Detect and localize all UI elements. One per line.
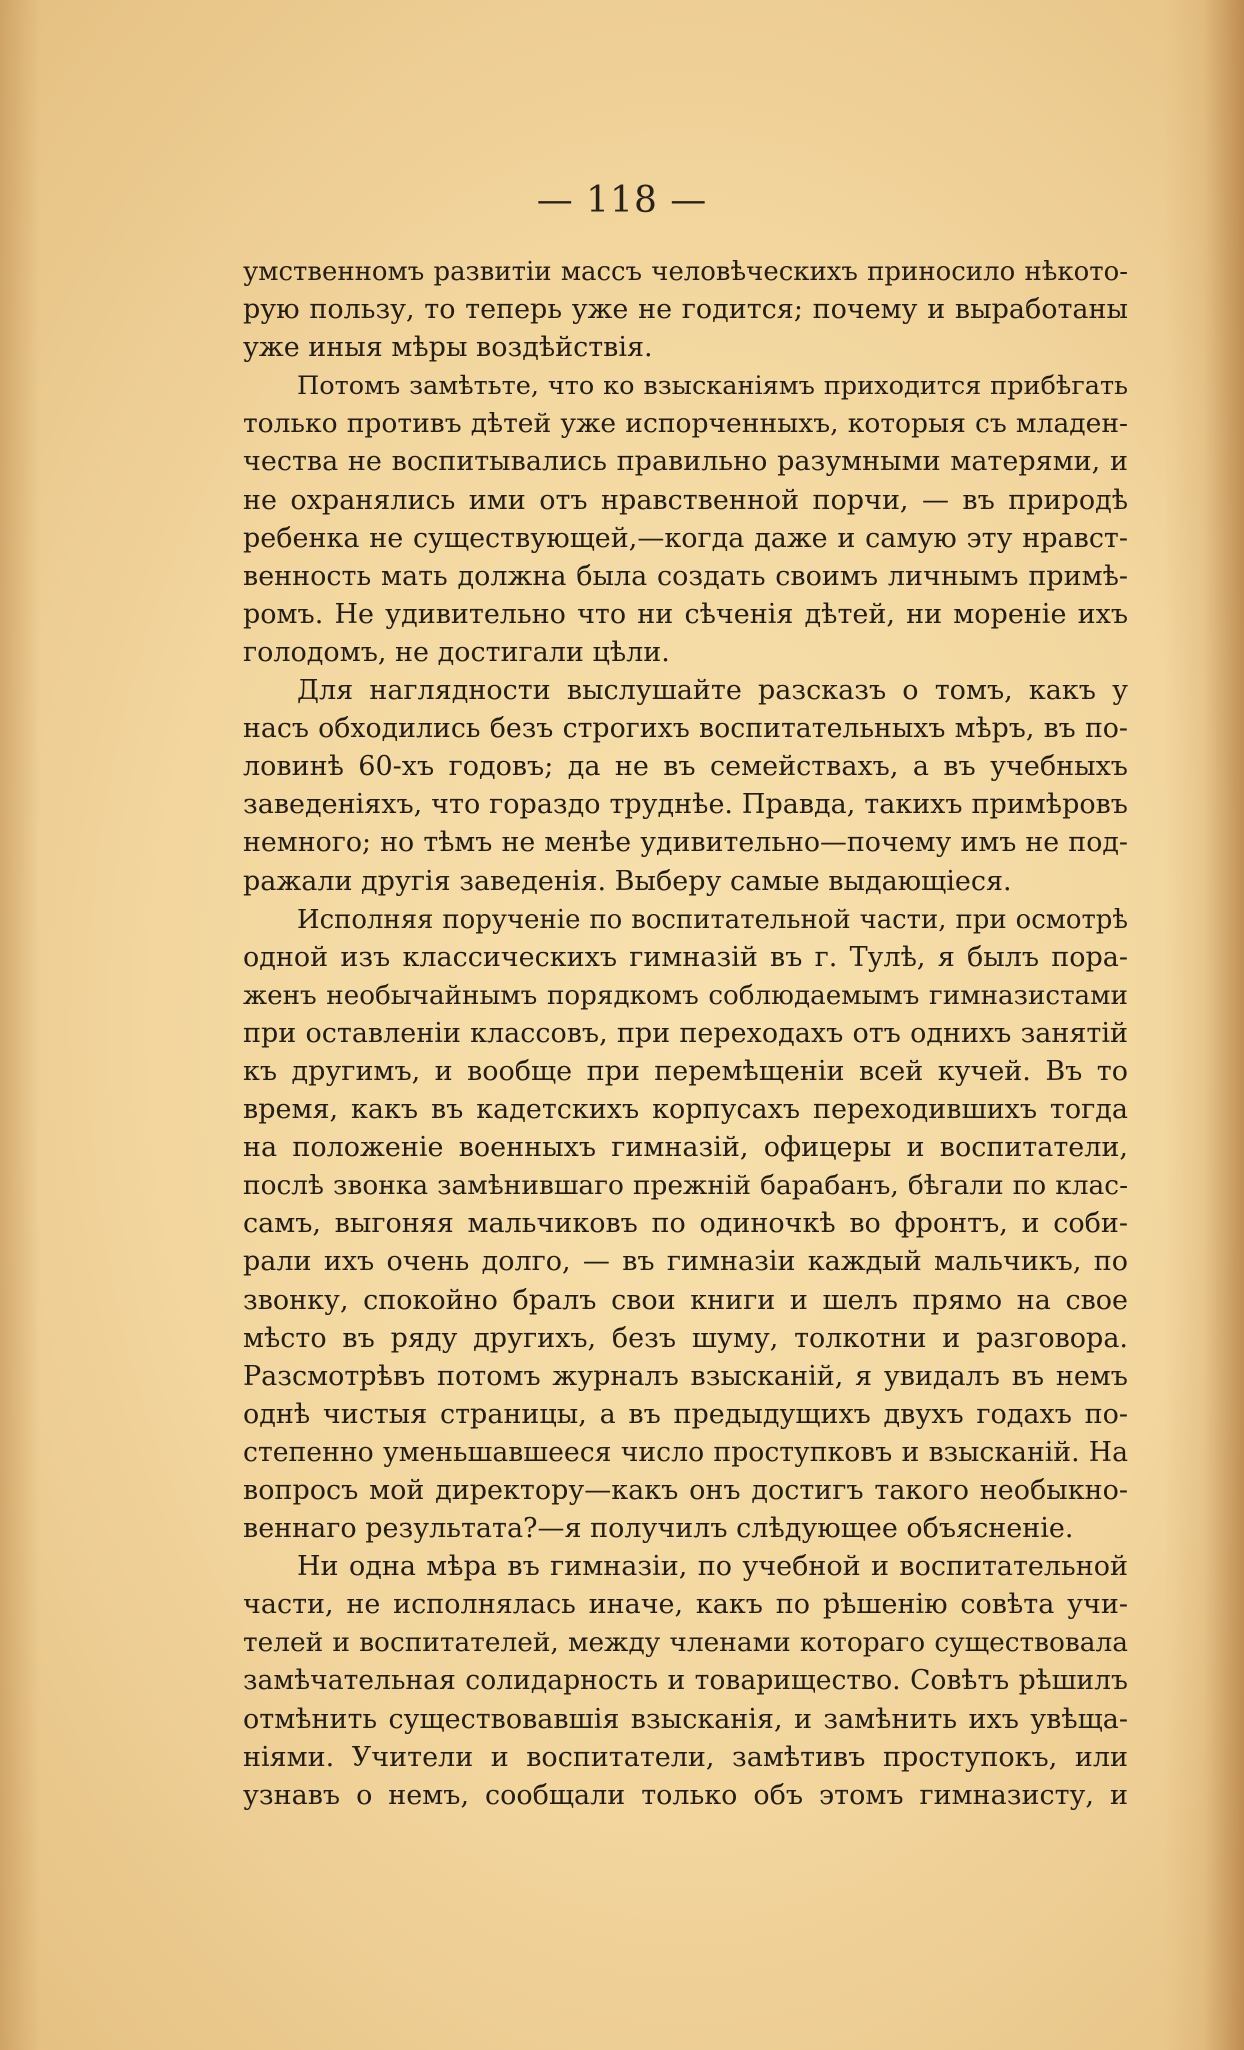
text-line: Ни одна мѣра въ гимназіи, по учебной и воспитательной [297, 1551, 1128, 1583]
text-line: на положеніе военныхъ гимназій, офицеры и воспитатели, [243, 1132, 1128, 1164]
paragraph [243, 672, 1128, 901]
text-line: къ другимъ, и вообще при перемѣщеніи всей кучей. Въ то [243, 1055, 1128, 1087]
text-line: послѣ звонка замѣнившаго прежній барабанъ, бѣгали по клас- [243, 1170, 1128, 1202]
text-line: узнавъ о немъ, сообщали только объ этомъ гимназисту, и [243, 1779, 1128, 1811]
text-line: только противъ дѣтей уже испорченныхъ, которыя съ младен- [243, 408, 1128, 440]
text-line: веннаго результата?—я получилъ слѣдующее объясненіе. [243, 1513, 1074, 1545]
text-line: время, какъ въ кадетскихъ корпусахъ переходившихъ тогда [243, 1094, 1128, 1126]
text-line: не охранялись ими отъ нравственной порчи, — въ природѣ [243, 484, 1128, 516]
text-line: ребенка не существующей,—когда даже и самую эту нравст- [243, 522, 1128, 554]
text-line: умственномъ развитіи массъ человѣческихъ приносило нѣкото- [243, 257, 1128, 287]
text-line: венность мать должна была создать своимъ личнымъ примѣ- [243, 560, 1128, 592]
text-line: замѣчательная солидарность и товарищество. Совѣтъ рѣшилъ [243, 1665, 1128, 1697]
text-line: голодомъ, не достигали цѣли. [243, 636, 670, 668]
text-line: звонку, спокойно бралъ свои книги и шелъ прямо на свое [243, 1284, 1128, 1316]
page-number: — 118 — [536, 180, 708, 221]
paragraph [243, 367, 1128, 672]
text-line: ромъ. Не удивительно что ни сѣченія дѣтей, ни мореніе ихъ [243, 598, 1128, 630]
text-line: насъ обходились безъ строгихъ воспитательныхъ мѣръ, въ по- [243, 713, 1128, 745]
text-line: чества не воспитывались правильно разумными матерями, и [243, 446, 1128, 478]
text-line: мѣсто въ ряду другихъ, безъ шуму, толкотни и разговора. [243, 1322, 1128, 1354]
page-edge-shadow-left [0, 0, 40, 2050]
paragraph [243, 1548, 1128, 1815]
text-line: однѣ чистыя страницы, а въ предыдущихъ двухъ годахъ по- [243, 1398, 1128, 1430]
page-edge-shadow-right [1164, 0, 1244, 2050]
paragraph [243, 901, 1128, 1549]
text-line: Исполняя порученіе по воспитательной части, при осмотрѣ [297, 904, 1128, 935]
text-line: ражали другія заведенія. Выберу самые выдающіеся. [243, 865, 1012, 897]
text-line: степенно уменьшавшееся число проступковъ и взысканій. На [243, 1436, 1128, 1468]
text-line: женъ необычайнымъ порядкомъ соблюдаемымъ гимназистами [243, 980, 1128, 1011]
text-line: Разсмотрѣвъ потомъ журналъ взысканій, я увидалъ въ немъ [243, 1360, 1128, 1392]
text-line: части, не исполнялась иначе, какъ по рѣшенію совѣта учи- [243, 1589, 1128, 1621]
text-line: самъ, выгоняя мальчиковъ по одиночкѣ во фронтъ, и соби- [243, 1208, 1128, 1240]
text-line: немного; но тѣмъ не менѣе удивительно—почему имъ не под- [243, 827, 1128, 859]
text-line: заведеніяхъ, что гораздо труднѣе. Правда, такихъ примѣровъ [243, 789, 1128, 821]
text-line: Для наглядности выслушайте разсказъ о томъ, какъ у [297, 675, 1128, 707]
body-text [243, 253, 1128, 1815]
text-line: Потомъ замѣтьте, что ко взысканіямъ приходится прибѣгать [297, 371, 1128, 402]
text-line: при оставленіи классовъ, при переходахъ отъ однихъ занятій [243, 1017, 1128, 1049]
text-line: ніями. Учители и воспитатели, замѣтивъ проступокъ, или [243, 1741, 1128, 1773]
text-line: вопросъ мой директору—какъ онъ достигъ такого необыкно- [243, 1475, 1128, 1506]
text-line: ловинѣ 60-хъ годовъ; да не въ семействахъ, а въ учебныхъ [243, 751, 1128, 783]
text-line: уже иныя мѣры воздѣйствія. [243, 332, 653, 364]
text-line: одной изъ классическихъ гимназій въ г. Тулѣ, я былъ пора- [243, 941, 1128, 973]
text-line: рали ихъ очень долго, — въ гимназіи каждый мальчикъ, по [243, 1246, 1128, 1278]
text-line: телей и воспитателей, между членами котораго существовала [243, 1627, 1128, 1659]
text-line: отмѣнить существовавшія взысканія, и замѣнить ихъ увѣща- [243, 1703, 1128, 1735]
paragraph [243, 253, 1128, 367]
text-line: рую пользу, то теперь уже не годится; почему и выработаны [243, 294, 1128, 326]
